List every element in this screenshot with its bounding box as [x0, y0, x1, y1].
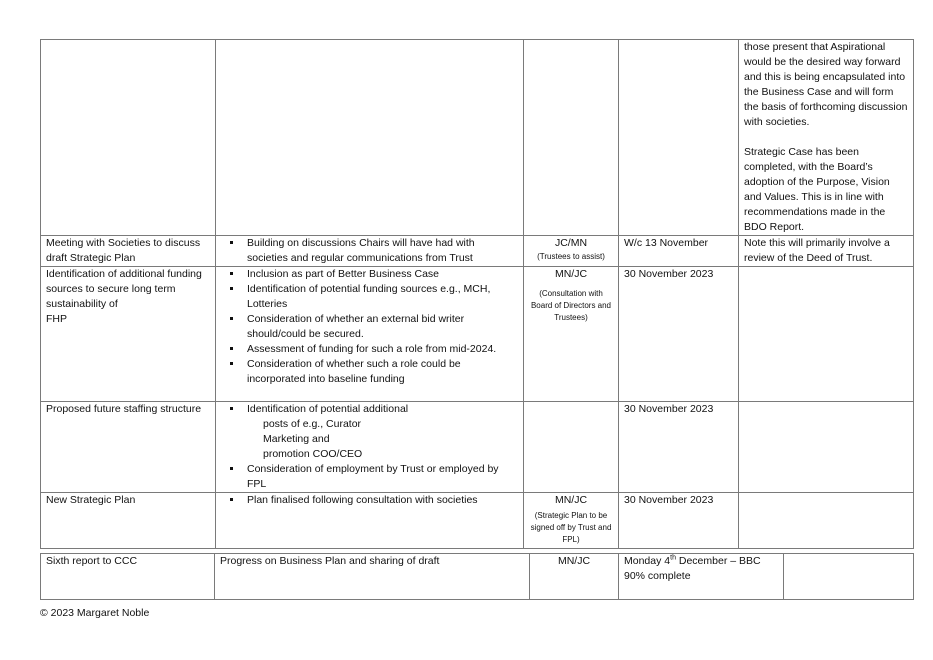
- task-text: Meeting with Societies to discuss draft Strategic Plan: [46, 237, 201, 264]
- task-cell: [41, 40, 216, 236]
- task-text: Proposed future staffing structure: [46, 403, 202, 415]
- owner-cell: [524, 402, 619, 493]
- action-text: Progress on Business Plan and sharing of draft: [220, 555, 440, 567]
- date-cell: [619, 402, 739, 493]
- date-cell: [619, 40, 739, 236]
- task-text: Sixth report to CCC: [46, 555, 138, 567]
- date-cell: [619, 267, 739, 402]
- notes-text: Note this will primarily involve a review of the Deed of Trust.: [744, 237, 890, 264]
- notes-cell: [739, 402, 914, 493]
- table-row: [41, 402, 914, 493]
- bullet-line: promotion COO/CEO: [263, 448, 363, 460]
- task-cell: [41, 493, 216, 549]
- notes-paragraph: Strategic Case has been completed, with the Board’s adoption of the Purpose, Vision and Values. This is in line with recommendations made in the BDO Report.: [744, 146, 890, 233]
- action-bullet: ▪ Identification of potential funding sources e.g., MCH, Lotteries: [243, 282, 518, 312]
- notes-paragraph: those present that Aspirational would be the desired way forward and this is being encapsulated into the Business Case and will form the basis of forthcoming discussion with societies.: [744, 41, 908, 128]
- notes-cell: [784, 554, 914, 600]
- action-bullet: ▪ Consideration of whether an external bid writer should/could be secured.: [243, 312, 518, 342]
- owner-initials: MN/JC: [554, 268, 588, 280]
- owner-cell: [530, 554, 619, 600]
- owner-cell: [524, 267, 619, 402]
- owner-initials: MN/JC: [557, 555, 591, 567]
- report-table: [40, 553, 914, 600]
- bullet-line: posts of e.g., Curator: [263, 418, 362, 430]
- actions-cell: [216, 267, 524, 402]
- copyright-footer: © 2023 Margaret Noble: [40, 607, 150, 619]
- task-text: FHP: [46, 313, 67, 325]
- table-row: [41, 40, 914, 236]
- action-bullet: ▪ Consideration of employment by Trust or employed by FPL: [243, 462, 518, 492]
- table-row: [41, 236, 914, 267]
- task-cell: [41, 554, 215, 600]
- owner-note: (Trustees to assist): [537, 252, 605, 261]
- bullet-line: Identification of potential additional: [247, 403, 409, 415]
- owner-cell: [524, 40, 619, 236]
- due-date: 30 November 2023: [624, 268, 714, 280]
- action-plan-table: [40, 39, 914, 549]
- notes-cell: [739, 236, 914, 267]
- owner-initials: JC/MN: [554, 237, 588, 249]
- owner-note: (Consultation with Board of Directors and Trustees): [530, 289, 612, 322]
- action-bullet: ▪ Building on discussions Chairs will have had with societies and regular communications from Trust: [243, 236, 518, 266]
- notes-cell: [739, 267, 914, 402]
- bullet-line: Marketing and: [263, 433, 330, 445]
- date-cell: [619, 554, 784, 600]
- due-date: [624, 554, 778, 569]
- owner-cell: [524, 236, 619, 267]
- actions-cell: [216, 40, 524, 236]
- due-date: 30 November 2023: [624, 403, 714, 415]
- task-text: New Strategic Plan: [46, 494, 136, 506]
- owner-initials: MN/JC: [554, 494, 588, 506]
- action-bullet: [243, 402, 518, 462]
- notes-cell: [739, 493, 914, 549]
- actions-cell: [215, 554, 530, 600]
- date-rest: December – BBC: [675, 555, 761, 567]
- notes-cell: [739, 40, 914, 236]
- actions-cell: [216, 236, 524, 267]
- action-bullet: ▪ Inclusion as part of Better Business Case: [243, 267, 518, 282]
- owner-cell: [524, 493, 619, 549]
- owner-note: (Strategic Plan to be signed off by Trust and FPL): [530, 511, 612, 544]
- progress-text: 90% complete: [624, 570, 691, 582]
- task-cell: [41, 236, 216, 267]
- task-cell: [41, 267, 216, 402]
- task-text: Identification of additional funding sources to secure long term sustainability of: [46, 268, 202, 310]
- action-bullet: ▪ Plan finalised following consultation with societies: [243, 493, 518, 508]
- task-cell: [41, 402, 216, 493]
- action-bullet: ▪ Assessment of funding for such a role from mid-2024.: [243, 342, 518, 357]
- table-row: [41, 493, 914, 549]
- due-date: 30 November 2023: [624, 494, 714, 506]
- date-cell: [619, 493, 739, 549]
- date-cell: [619, 236, 739, 267]
- date-day: Monday 4: [624, 555, 671, 567]
- actions-cell: [216, 402, 524, 493]
- table-row: [41, 267, 914, 402]
- actions-cell: [216, 493, 524, 549]
- due-date: W/c 13 November: [624, 237, 709, 249]
- action-bullet: ▪ Consideration of whether such a role could be incorporated into baseline funding: [243, 357, 518, 387]
- table-row: [41, 554, 914, 600]
- date-suffix: th: [670, 554, 676, 562]
